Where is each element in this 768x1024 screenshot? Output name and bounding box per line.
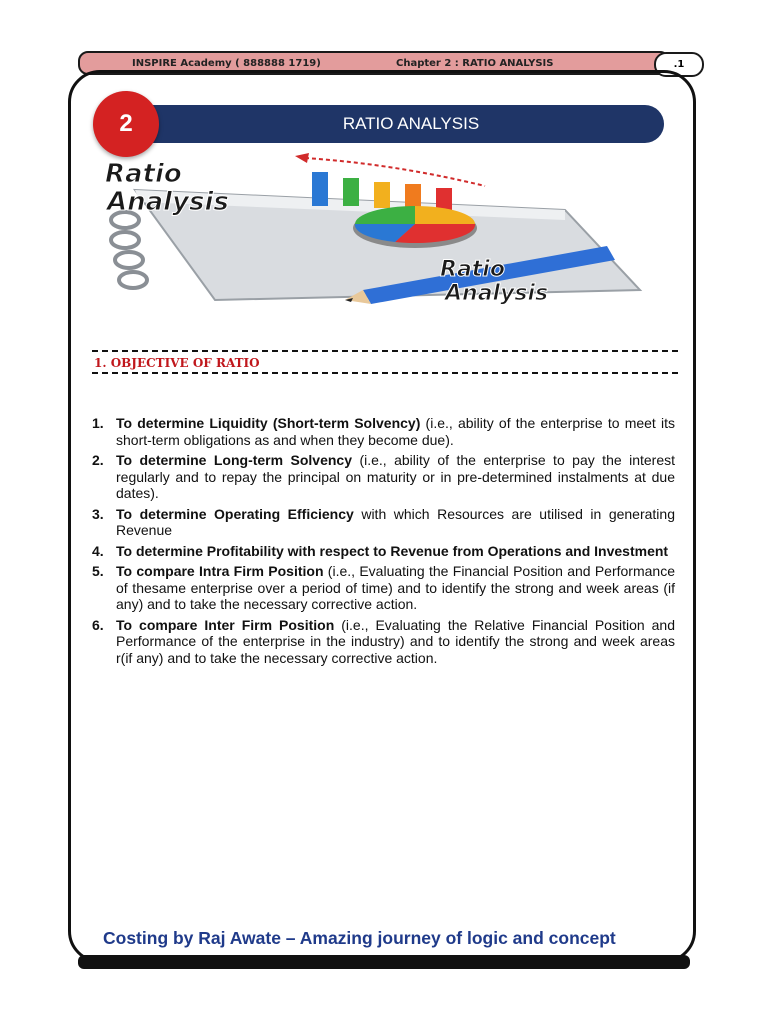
chart-bar (374, 182, 390, 208)
academy-name: INSPIRE Academy ( 888888 1719) (132, 58, 321, 69)
chapter-number-badge: 2 (93, 91, 159, 157)
section-heading-text: 1. OBJECTIVE OF RATIO (94, 356, 264, 370)
page-number: .1 (654, 52, 704, 77)
illus-text: Ratio (440, 257, 505, 282)
ratio-analysis-illustration (95, 150, 660, 310)
list-item: 6. To compare Inter Firm Position (i.e., Evaluating the Relative Financial Position and Performance of the enterprise in the industry) and to identify the strong and week areas r(if any) and to take the necessary corrective action. (92, 616, 675, 666)
list-item: 4. To determine Profitability with respect to Revenue from Operations and Investment (92, 542, 669, 559)
chapter-label: Chapter 2 : RATIO ANALYSIS (396, 58, 554, 69)
chart-bar (312, 172, 328, 206)
trend-arrow (305, 158, 485, 186)
illus-text: Ratio (105, 159, 182, 189)
spiral-rings (111, 212, 147, 288)
list-item: 1. To determine Liquidity (Short-term Solvency) (i.e., ability of the enterprise to meet its short-term obligations as and when they become due). (92, 415, 675, 448)
objectives-list (92, 415, 675, 670)
footer-tagline: Costing by Raj Awate – Amazing journey of logic and concept (103, 928, 616, 948)
list-item: 5. To compare Intra Firm Position (i.e., Evaluating the Financial Position and Performance of thesame enterprise over a period of time) and to identify the strong and week areas (if any) and to take the necessary corrective action. (92, 563, 675, 612)
section-heading (92, 350, 678, 374)
list-item: 3. To determine Operating Efficiency with which Resources are utilised in generating Revenue (92, 505, 675, 538)
chart-bar (343, 178, 359, 206)
bottom-bar (78, 955, 690, 969)
illus-text: Analysis (445, 281, 549, 306)
chapter-title: RATIO ANALYSIS (128, 105, 664, 143)
list-item: 2. To determine Long-term Solvency (i.e., ability of the enterprise to pay the interest regularly and to repay the principal on maturity or in pre-determined instalments at due dates). (92, 452, 675, 501)
illus-text: Analysis (107, 187, 229, 217)
